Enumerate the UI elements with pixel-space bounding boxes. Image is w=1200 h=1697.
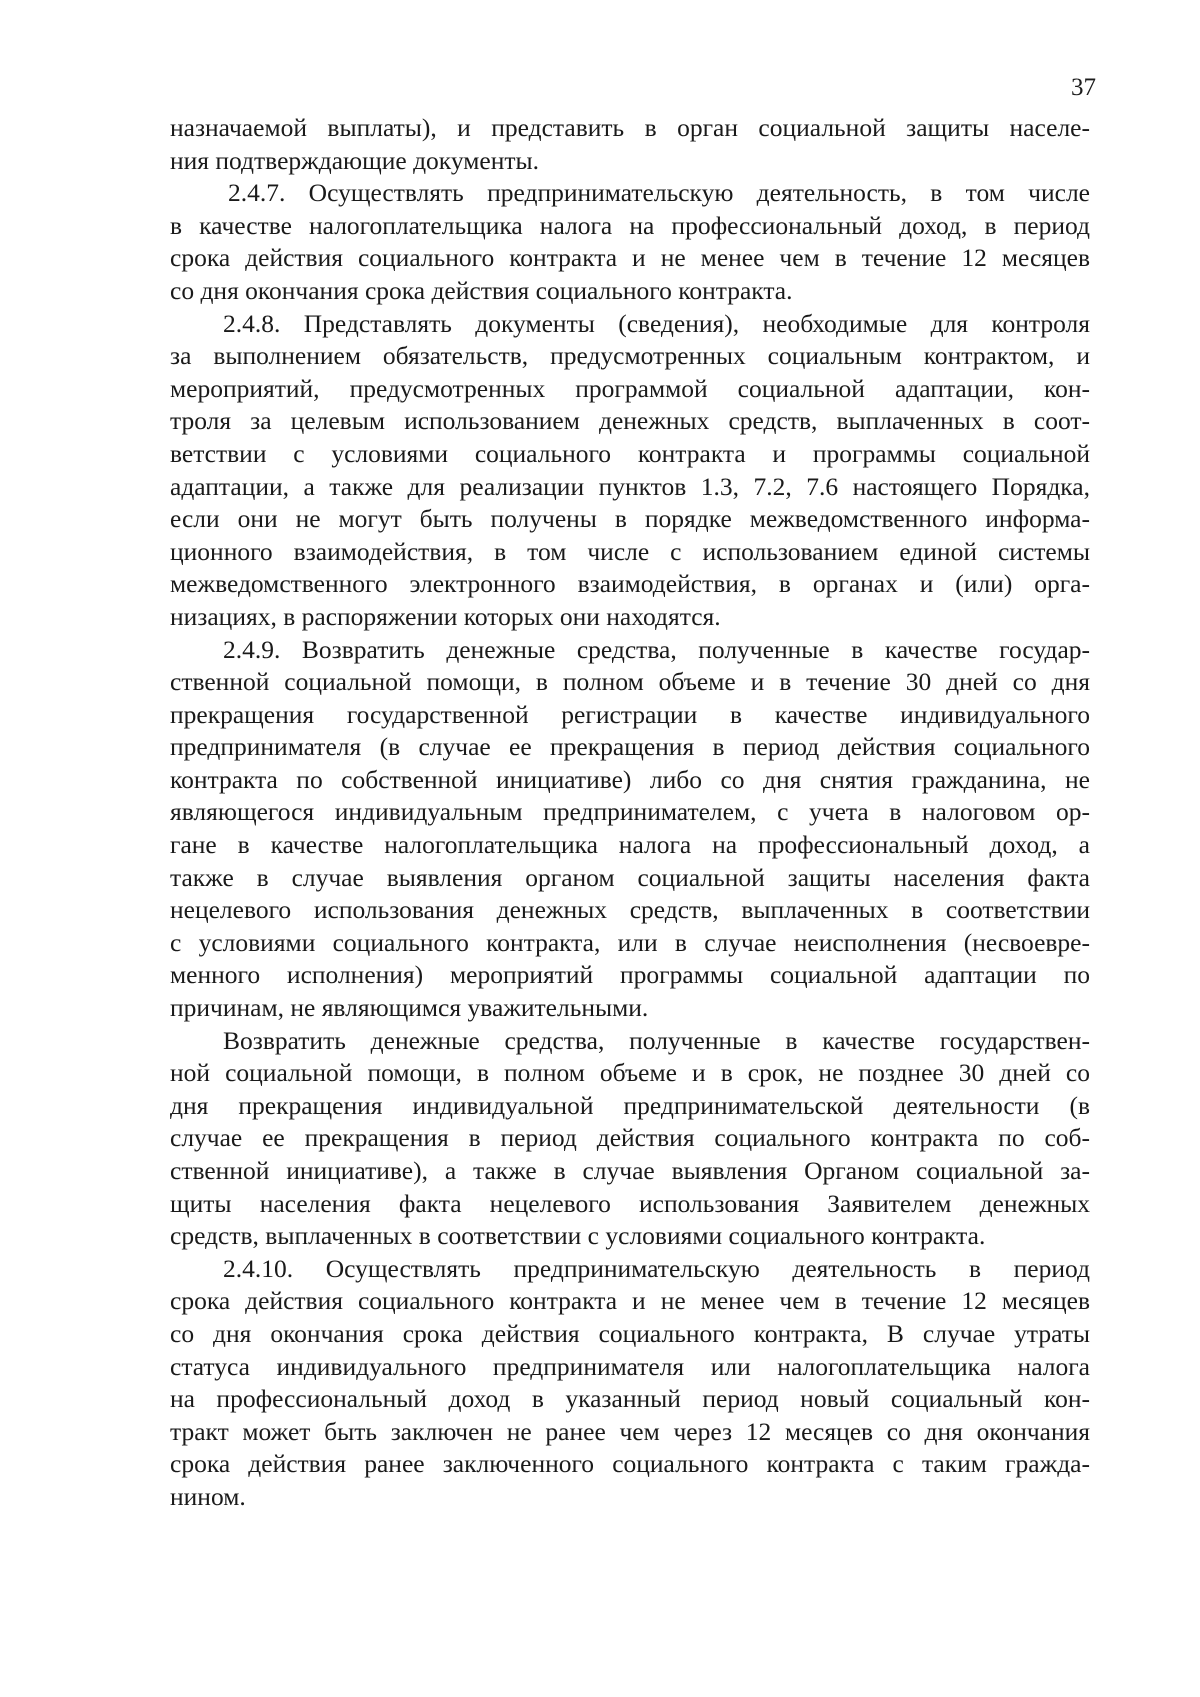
text-line: срока действия ранее заключенного социального контракта с таким гражда-	[170, 1449, 1090, 1479]
text-line: троля за целевым использованием денежных средств, выплаченных в соот-	[170, 406, 1090, 436]
text-line: случае ее прекращения в период действия социального контракта по соб-	[170, 1123, 1090, 1153]
page-number: 37	[1071, 74, 1096, 101]
text-line: ния подтверждающие документы.	[170, 145, 539, 175]
text-line: средств, выплаченных в соответствии с условиями социального контракта.	[170, 1221, 986, 1251]
text-line: на профессиональный доход в указанный период новый социальный кон-	[170, 1384, 1090, 1414]
text-line: адаптации, а также для реализации пунктов 1.3, 7.2, 7.6 настоящего Порядка,	[170, 471, 1090, 501]
text-line: 2.4.10. Осуществлять предпринимательскую деятельность в период	[223, 1253, 1090, 1283]
text-line: 2.4.7. Осуществлять предпринимательскую деятельность, в том числе	[228, 178, 1090, 208]
text-line: срока действия социального контракта и не менее чем в течение 12 месяцев	[170, 1286, 1090, 1316]
text-line: контракта по собственной инициативе) либо со дня снятия гражданина, не	[170, 764, 1090, 794]
text-line: щиты населения факта нецелевого использования Заявителем денежных	[170, 1188, 1090, 1218]
text-line: менного исполнения) мероприятий программы социальной адаптации по	[170, 960, 1090, 990]
text-line: мероприятий, предусмотренных программой социальной адаптации, кон-	[170, 373, 1090, 403]
text-line: если они не могут быть получены в порядке межведомственного информа-	[170, 504, 1090, 534]
text-line: ционного взаимодействия, в том числе с использованием единой системы	[170, 536, 1090, 566]
text-line: 2.4.9. Возвратить денежные средства, полученные в качестве государ-	[223, 634, 1090, 664]
text-line: также в случае выявления органом социальной защиты населения факта	[170, 862, 1090, 892]
text-line: межведомственного электронного взаимодействия, в органах и (или) орга-	[170, 569, 1090, 599]
text-line: статуса индивидуального предпринимателя или налогоплательщика налога	[170, 1351, 1090, 1381]
text-line: назначаемой выплаты), и представить в орган социальной защиты населе-	[170, 113, 1090, 142]
text-line: ственной инициативе), а также в случае выявления Органом социальной за-	[170, 1156, 1090, 1185]
document-body	[170, 112, 1090, 1514]
text-line: гане в качестве налогоплательщика налога на профессиональный доход, а	[170, 830, 1090, 860]
text-line: ветствии с условиями социального контракта и программы социальной	[170, 438, 1090, 468]
paragraph-continuation	[170, 112, 1090, 177]
text-line: являющегося индивидуальным предпринимателем, с учета в налоговом ор-	[170, 797, 1090, 827]
paragraph-2-4-8	[170, 308, 1090, 634]
text-line: тракт может быть заключен не ранее чем через 12 месяцев со дня окончания	[170, 1416, 1090, 1446]
text-line: со дня окончания срока действия социального контракта.	[170, 275, 793, 305]
paragraph-2-4-10	[170, 1253, 1090, 1514]
text-line: со дня окончания срока действия социального контракта, В случае утраты	[170, 1318, 1090, 1348]
text-line: ственной социальной помощи, в полном объеме и в течение 30 дней со дня	[170, 667, 1090, 697]
text-line: ной социальной помощи, в полном объеме и в срок, не позднее 30 дней со	[170, 1058, 1090, 1088]
text-line: причинам, не являющимся уважительными.	[170, 993, 649, 1023]
text-line: нином.	[170, 1481, 246, 1511]
paragraph-2-4-9	[170, 634, 1090, 1025]
text-line: прекращения государственной регистрации в качестве индивидуального	[170, 699, 1090, 729]
text-line: срока действия социального контракта и не менее чем в течение 12 месяцев	[170, 243, 1090, 273]
text-line: дня прекращения индивидуальной предпринимательской деятельности (в	[170, 1090, 1090, 1120]
text-line: за выполнением обязательств, предусмотренных социальным контрактом, и	[170, 341, 1090, 371]
text-line: 2.4.8. Представлять документы (сведения), необходимые для контроля	[223, 308, 1090, 338]
text-line: нецелевого использования денежных средств, выплаченных в соответствии	[170, 895, 1090, 925]
text-line: предпринимателя (в случае ее прекращения в период действия социального	[170, 732, 1090, 762]
text-line: Возвратить денежные средства, полученные в качестве государствен-	[223, 1025, 1090, 1055]
paragraph-2-4-7	[170, 177, 1090, 307]
text-line: с условиями социального контракта, или в случае неисполнения (несвоевре-	[170, 927, 1090, 957]
paragraph-return-funds	[170, 1025, 1090, 1253]
text-line: низациях, в распоряжении которых они находятся.	[170, 601, 721, 631]
text-line: в качестве налогоплательщика налога на профессиональный доход, в период	[170, 210, 1090, 240]
